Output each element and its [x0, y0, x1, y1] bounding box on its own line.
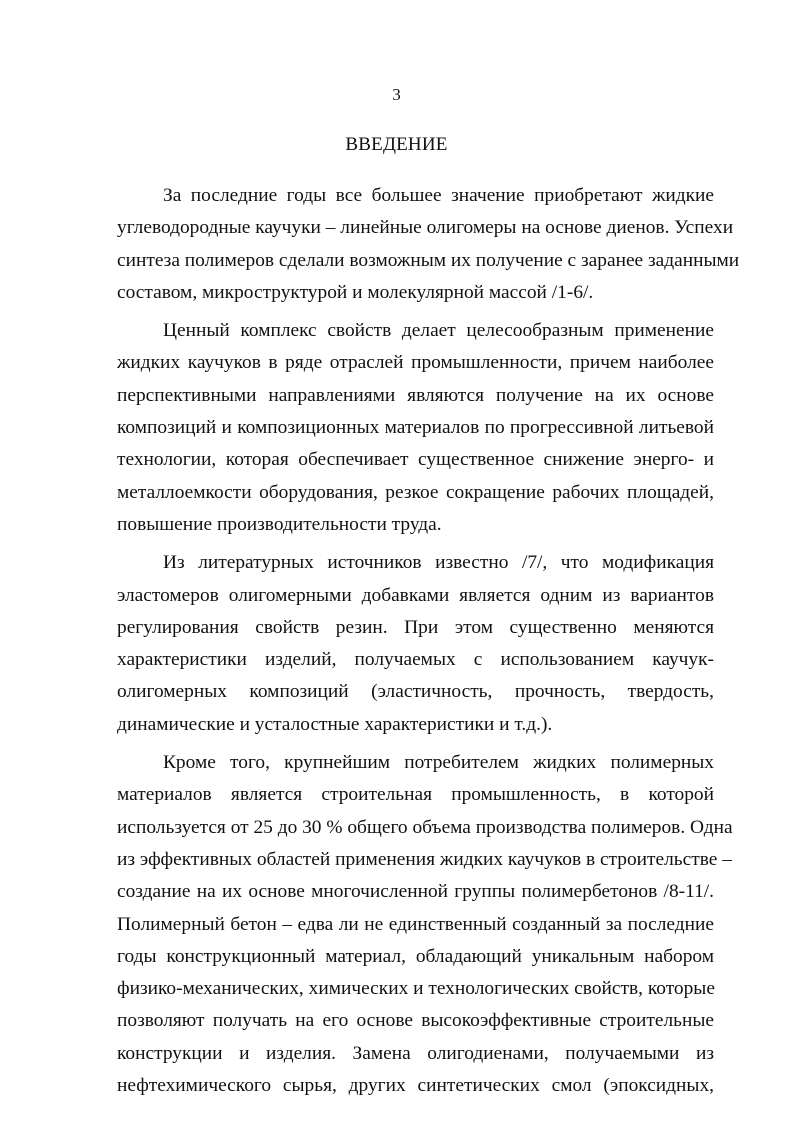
text-line: из эффективных областей применения жидких каучуков в строительстве – [117, 848, 732, 870]
section-title: ВВЕДЕНИЕ [345, 134, 448, 155]
body-text [117, 180, 740, 1108]
text-line: композиций и композиционных материалов по прогрессивной литьевой [117, 417, 714, 439]
text-line: эластомеров олигомерными добавками является одним из вариантов [117, 584, 714, 606]
text-line: жидких каучуков в ряде отраслей промышленности, причем наиболее [117, 352, 714, 374]
text-line: характеристики изделий, получаемых с использованием каучук- [117, 649, 714, 671]
text-line: создание на их основе многочисленной группы полимербетонов /8-11/. [117, 881, 714, 903]
page-number: 3 [392, 85, 401, 104]
text-line: используется от 25 до 30 % общего объема производства полимеров. Одна [117, 816, 733, 838]
text-line: олигомерных композиций (эластичность, прочность, твердость, [117, 681, 714, 703]
text-line: металлоемкости оборудования, резкое сокращение рабочих площадей, [117, 481, 714, 503]
text-line: нефтехимического сырья, других синтетических смол (эпоксидных, [117, 1075, 714, 1097]
text-line: материалов является строительная промышленность, в которой [117, 784, 714, 806]
paragraph-4 [117, 747, 733, 1102]
text-line: синтеза полимеров сделали возможным их получение с заранее заданными [117, 249, 740, 271]
text-line: годы конструкционный материал, обладающий уникальным набором [117, 945, 714, 967]
paragraph-1 [117, 180, 740, 309]
text-line: составом, микроструктурой и молекулярной массой /1-6/. [117, 281, 594, 303]
text-line: Из литературных источников известно /7/, что модификация [163, 552, 714, 574]
paragraph-2 [117, 315, 714, 541]
text-line: позволяют получать на его основе высокоэффективные строительные [117, 1010, 714, 1032]
text-line: регулирования свойств резин. При этом существенно меняются [117, 616, 714, 638]
text-line: динамические и усталостные характеристики и т.д.). [117, 713, 553, 735]
text-line: углеводородные каучуки – линейные олигомеры на основе диенов. Успехи [117, 217, 734, 239]
text-line: повышение производительности труда. [117, 513, 442, 535]
text-line: Кроме того, крупнейшим потребителем жидких полимерных [163, 752, 714, 774]
paragraph-3 [117, 547, 714, 741]
text-line: физико-механических, химических и технологических свойств, которые [117, 978, 715, 1000]
text-line: конструкции и изделия. Замена олигодиенами, получаемыми из [117, 1042, 714, 1064]
text-line: Полимерный бетон – едва ли не единственный созданный за последние [117, 913, 714, 935]
text-line: Ценный комплекс свойств делает целесообразным применение [163, 320, 714, 342]
text-line: За последние годы все большее значение приобретают жидкие [163, 185, 714, 206]
text-line: технологии, которая обеспечивает существенное снижение энерго- и [117, 449, 714, 471]
text-line: перспективными направлениями являются получение на их основе [117, 384, 714, 406]
